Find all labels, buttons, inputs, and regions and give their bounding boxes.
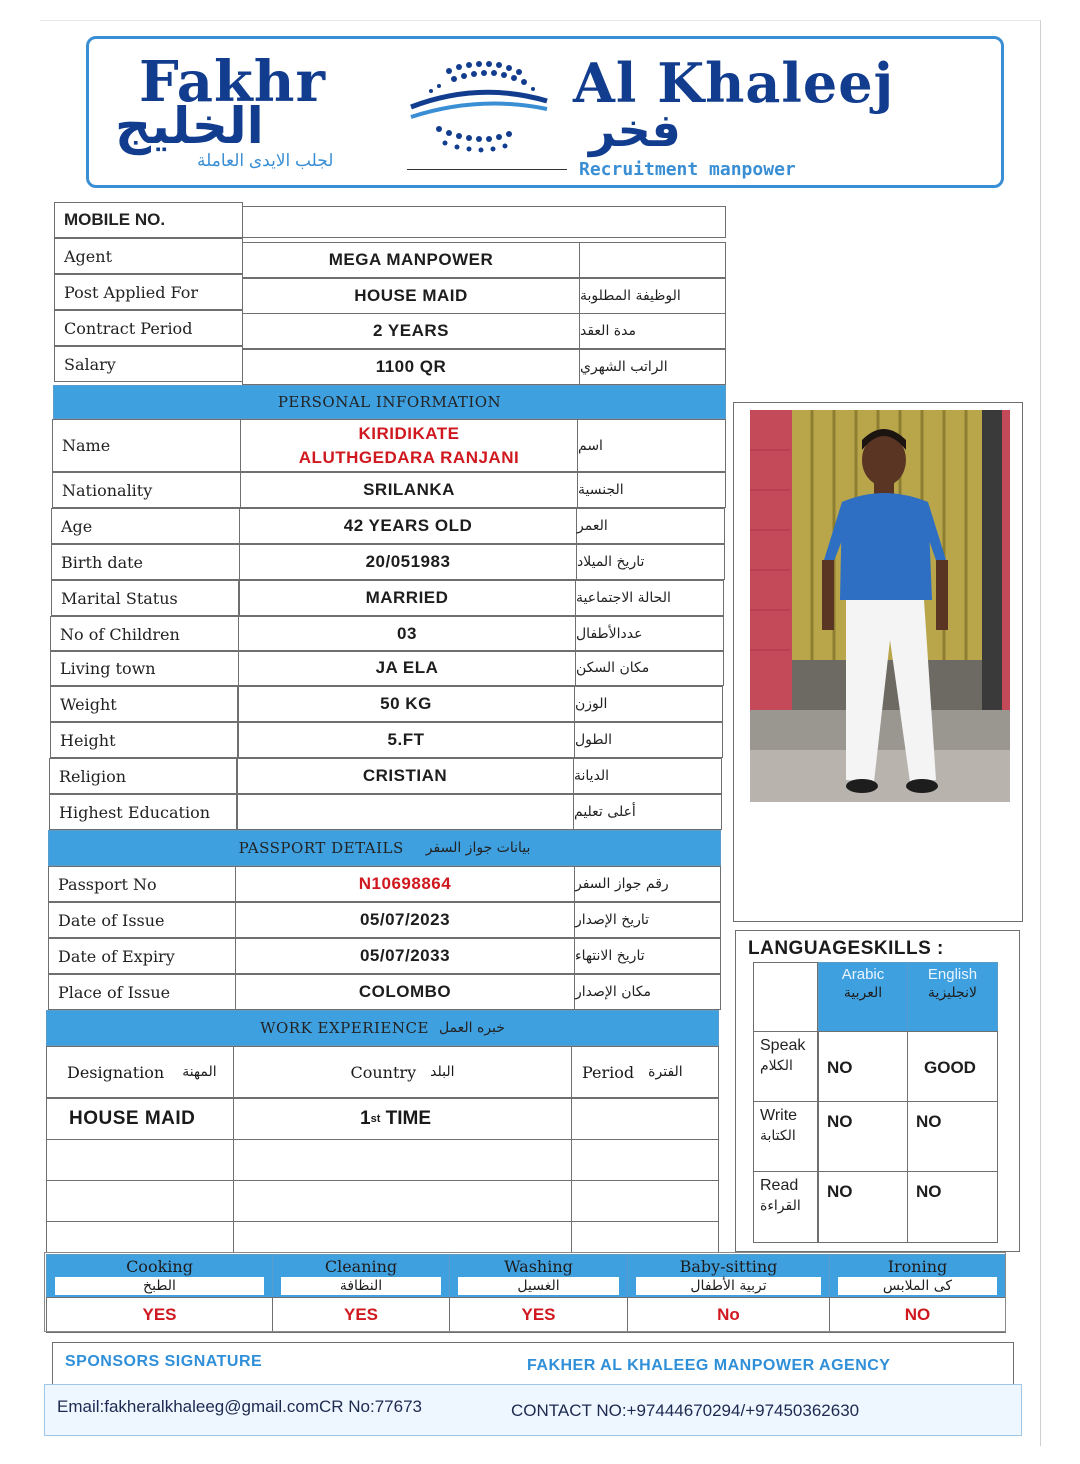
agency-name: FAKHER AL KHALEEG MANPOWER AGENCY [527, 1357, 891, 1374]
personal-label-ar: الجنسية [577, 472, 726, 508]
logo-text-en-right: Al Khaleej [573, 51, 895, 115]
passport-header [48, 830, 721, 866]
personal-label: Nationality [52, 472, 241, 508]
personal-label: Birth date [51, 544, 240, 580]
lang-value-english: NO [907, 1101, 998, 1172]
salary-value: 1100 QR [242, 349, 580, 385]
personal-value: KIRIDIKATE ALUTHGEDARA RANJANI [240, 419, 578, 472]
candidate-photo [750, 410, 1010, 802]
skill-header-en: Washing [504, 1257, 573, 1276]
lang-value-arabic: NO [818, 1101, 908, 1172]
agency-email: Email:fakheralkhaleeg@gmail.comCR No:77673 [57, 1397, 422, 1416]
work-row-country-sup: st [370, 1113, 381, 1125]
lang-value-arabic: NO [818, 1171, 908, 1243]
work-col-designation-ar: المهنة [182, 1064, 217, 1080]
post-label: Post Applied For [54, 274, 243, 310]
logo-text-ar-right: فخر [589, 103, 681, 157]
agent-ar-empty [579, 242, 726, 278]
personal-label: Age [51, 508, 240, 544]
lang-value-english: GOOD [907, 1031, 998, 1102]
skill-header-en: Ironing [887, 1257, 948, 1276]
agent-label: Agent [54, 238, 243, 274]
post-label-ar: الوظيفة المطلوبة [579, 278, 726, 314]
lang-row-label-en: Speak [760, 1037, 806, 1054]
work-empty-cell [571, 1221, 719, 1253]
personal-value: 20/051983 [239, 544, 577, 580]
work-row-designation: HOUSE MAID [46, 1098, 234, 1140]
personal-label-ar: العمر [576, 508, 725, 544]
personal-label-ar: الوزن [574, 686, 723, 722]
work-empty-cell [571, 1139, 719, 1181]
work-exp-header [46, 1010, 719, 1046]
personal-label-ar: مكان السكن [575, 650, 724, 686]
personal-value: 03 [238, 616, 576, 652]
personal-value: 42 YEARS OLD [239, 508, 577, 544]
work-col-designation [46, 1046, 234, 1098]
passport-header-en: PASSPORT DETAILS [238, 839, 404, 857]
personal-value: SRILANKA [240, 472, 578, 508]
work-empty-cell [46, 1221, 234, 1253]
lang-col-arabic-ar: العربية [843, 985, 883, 1001]
lang-col-english-ar: لانجليزية [928, 985, 977, 1001]
personal-label: Weight [50, 686, 239, 722]
work-empty-cell [571, 1180, 719, 1222]
personal-label: Height [50, 722, 239, 758]
work-empty-cell [233, 1139, 572, 1181]
mobile-label: MOBILE NO. [54, 202, 243, 238]
personal-label: Name [52, 419, 241, 472]
personal-label: Marital Status [51, 580, 240, 616]
passport-label: Date of Issue [48, 902, 236, 938]
agency-contact: CONTACT NO:+97444670294/+97450362630 [511, 1401, 860, 1420]
work-col-period [571, 1046, 719, 1098]
passport-label-ar: مكان الإصدار [574, 974, 721, 1010]
skill-header-ar: النظافة [281, 1277, 441, 1295]
personal-value: 5.FT [237, 722, 575, 758]
lang-col-english-en: English [927, 966, 978, 983]
skill-header-en: Cleaning [324, 1257, 398, 1276]
passport-label-ar: رقم جواز السفر [574, 866, 721, 902]
agency-logo-banner [86, 36, 1004, 188]
personal-value [236, 794, 574, 830]
lang-row-label-en: Write [760, 1107, 798, 1124]
skill-header-ar: الغسيل [458, 1277, 619, 1295]
work-empty-cell [233, 1221, 572, 1253]
passport-header-ar: بيانات جواز السفر [425, 840, 531, 856]
personal-label: Highest Education [49, 794, 238, 830]
personal-value: CRISTIAN [236, 758, 574, 794]
work-col-period-ar: الفترة [648, 1064, 683, 1080]
lang-row-label-ar: القراءة [760, 1198, 801, 1214]
passport-value: COLOMBO [235, 974, 575, 1010]
personal-value: JA ELA [238, 650, 576, 686]
skill-value: YES [272, 1297, 450, 1333]
salary-label: Salary [54, 346, 243, 382]
sponsors-signature-label: SPONSORS SIGNATURE [65, 1353, 263, 1370]
personal-label-ar: اسم [577, 419, 726, 472]
candidate-photo-frame [733, 402, 1023, 922]
logo-dots-icon [409, 51, 549, 161]
lang-col-english [907, 962, 998, 1032]
work-empty-cell [233, 1180, 572, 1222]
lang-value-english: NO [907, 1171, 998, 1243]
passport-label: Date of Expiry [48, 938, 236, 974]
personal-label-ar: الطول [574, 722, 723, 758]
personal-value: 50 KG [237, 686, 575, 722]
work-col-country-ar: البلد [430, 1064, 455, 1080]
skill-value: YES [449, 1297, 628, 1333]
skill-header-ar: تربية الأطفال [636, 1277, 821, 1295]
logo-tagline-ar: لجلب الايدى العاملة [197, 151, 334, 170]
personal-label: No of Children [50, 616, 239, 652]
personal-label-ar: تاريخ الميلاد [576, 544, 725, 580]
passport-value: N10698864 [235, 866, 575, 902]
post-value: HOUSE MAID [242, 278, 580, 314]
personal-label: Religion [49, 758, 238, 794]
lang-row-label [753, 1171, 818, 1243]
logo-text-ar-left: الخليج [115, 97, 264, 155]
passport-label-ar: تاريخ الإصدار [574, 902, 721, 938]
languages-title: LANGUAGESKILLS : [748, 938, 944, 959]
work-empty-cell [46, 1139, 234, 1181]
personal-info-header: PERSONAL INFORMATION [53, 385, 726, 419]
personal-label-ar: الديانة [573, 758, 722, 794]
personal-value: MARRIED [238, 580, 576, 616]
contract-label: Contract Period [54, 310, 243, 346]
footer-signature-bar [52, 1342, 1014, 1388]
work-exp-header-ar: خبره العمل [438, 1020, 505, 1036]
skill-value: NO [829, 1297, 1006, 1333]
lang-row-label [753, 1031, 818, 1102]
skill-header-en: Cooking [126, 1257, 193, 1276]
passport-label-ar: تاريخ الانتهاء [574, 938, 721, 974]
agent-value: MEGA MANPOWER [242, 242, 580, 278]
work-empty-cell [46, 1180, 234, 1222]
logo-text-en-left: Fakhr [139, 49, 326, 115]
skill-value: No [627, 1297, 830, 1333]
salary-label-ar: الراتب الشهري [579, 349, 726, 385]
footer-contact-bar [44, 1384, 1022, 1436]
lang-row-label [753, 1101, 818, 1172]
work-row-country-num: 1 [360, 1108, 371, 1129]
lang-row-label-ar: الكلام [760, 1058, 793, 1074]
contract-label-ar: مدة العقد [579, 313, 726, 349]
personal-label-ar: أعلى تعليم [573, 794, 722, 830]
lang-col-arabic-en: Arabic [841, 966, 885, 983]
passport-label: Place of Issue [48, 974, 236, 1010]
lang-row-label-ar: الكتابة [760, 1128, 796, 1144]
personal-label-ar: الحالة الاجتماعية [575, 580, 724, 616]
work-row-period [571, 1098, 719, 1140]
work-exp-header-en: WORK EXPERIENCE [260, 1019, 429, 1037]
contract-value: 2 YEARS [242, 313, 580, 349]
work-col-designation-en: Designation [67, 1062, 165, 1082]
logo-divider [407, 169, 567, 170]
personal-label: Living town [50, 650, 239, 686]
skill-header-en: Baby-sitting [679, 1257, 778, 1276]
lang-corner [753, 962, 818, 1032]
work-col-country-en: Country [350, 1062, 417, 1082]
lang-row-label-en: Read [760, 1177, 799, 1194]
personal-label-ar: عددالأطفال [575, 616, 724, 652]
logo-tagline-en: Recruitment manpower [579, 159, 796, 180]
work-col-country [233, 1046, 572, 1098]
skill-header-ar: كى الملابس [838, 1277, 997, 1295]
passport-value: 05/07/2023 [235, 902, 575, 938]
work-col-period-en: Period [582, 1062, 635, 1082]
mobile-value [242, 206, 726, 238]
lang-value-arabic: NO [818, 1031, 908, 1102]
passport-label: Passport No [48, 866, 236, 902]
footer-outer-box [44, 1252, 1006, 1332]
lang-col-arabic [818, 962, 908, 1032]
work-row-country [233, 1098, 572, 1140]
skill-value: YES [46, 1297, 273, 1333]
skill-header-ar: الطبخ [55, 1277, 264, 1295]
passport-value: 05/07/2033 [235, 938, 575, 974]
work-row-country-rest: TIME [380, 1108, 432, 1129]
